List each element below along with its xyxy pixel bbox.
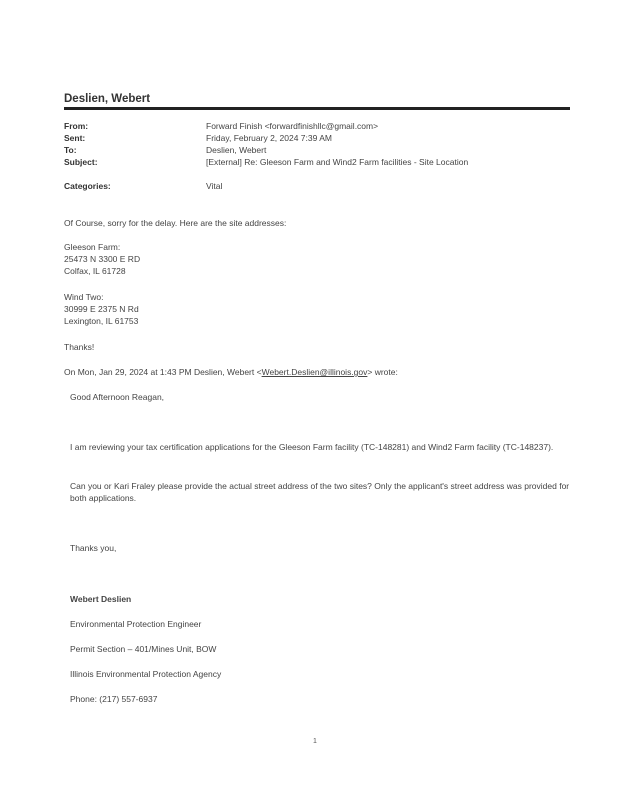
categories-value: Vital <box>206 181 223 191</box>
to-label: To: <box>64 145 77 155</box>
subject-value: [External] Re: Gleeson Farm and Wind2 Farm facilities - Site Location <box>206 157 469 167</box>
reply-intro: Of Course, sorry for the delay. Here are the site addresses: <box>64 218 287 228</box>
site1-street: 25473 N 3300 E RD <box>64 254 141 264</box>
quoted-greeting: Good Afternoon Reagan, <box>70 392 165 402</box>
from-label: From: <box>64 121 89 131</box>
quoted-closing: Thanks you, <box>70 543 117 553</box>
quoted-para1: I am reviewing your tax certification applications for the Gleeson Farm facility (TC-148281) and Wind2 Farm facility (TC-148237). <box>70 442 554 452</box>
site2-name: Wind Two: <box>64 292 104 302</box>
site2-city: Lexington, IL 61753 <box>64 316 139 326</box>
quote-header-pre: On Mon, Jan 29, 2024 at 1:43 PM Deslien, Webert < <box>64 367 262 377</box>
signature-agency: Illinois Environmental Protection Agency <box>70 669 222 679</box>
signature-phone: Phone: (217) 557-6937 <box>70 694 158 704</box>
to-value: Deslien, Webert <box>206 145 267 155</box>
site1-city: Colfax, IL 61728 <box>64 266 126 276</box>
quoted-para2: Can you or Kari Fraley please provide the actual street address of the two sites? Only the applicant's street address was provided for both applications. <box>70 481 570 503</box>
signature-title: Environmental Protection Engineer <box>70 619 202 629</box>
quote-header-post: > wrote: <box>367 367 398 377</box>
signature-name: Webert Deslien <box>70 594 132 604</box>
sent-value: Friday, February 2, 2024 7:39 AM <box>206 133 332 143</box>
reply-thanks: Thanks! <box>64 342 95 352</box>
categories-label: Categories: <box>64 181 111 191</box>
sent-label: Sent: <box>64 133 86 143</box>
site2-street: 30999 E 2375 N Rd <box>64 304 139 314</box>
site1-name: Gleeson Farm: <box>64 242 121 252</box>
from-value: Forward Finish <forwardfinishllc@gmail.com> <box>206 121 379 131</box>
header-divider <box>64 107 570 110</box>
subject-label: Subject: <box>64 157 98 167</box>
quote-header <box>64 367 398 377</box>
sender-email-link[interactable]: Webert.Deslien@illinois.gov <box>261 367 368 377</box>
email-owner: Deslien, Webert <box>64 93 151 105</box>
page-number: 1 <box>313 738 317 745</box>
signature-section: Permit Section – 401/Mines Unit, BOW <box>70 644 217 654</box>
